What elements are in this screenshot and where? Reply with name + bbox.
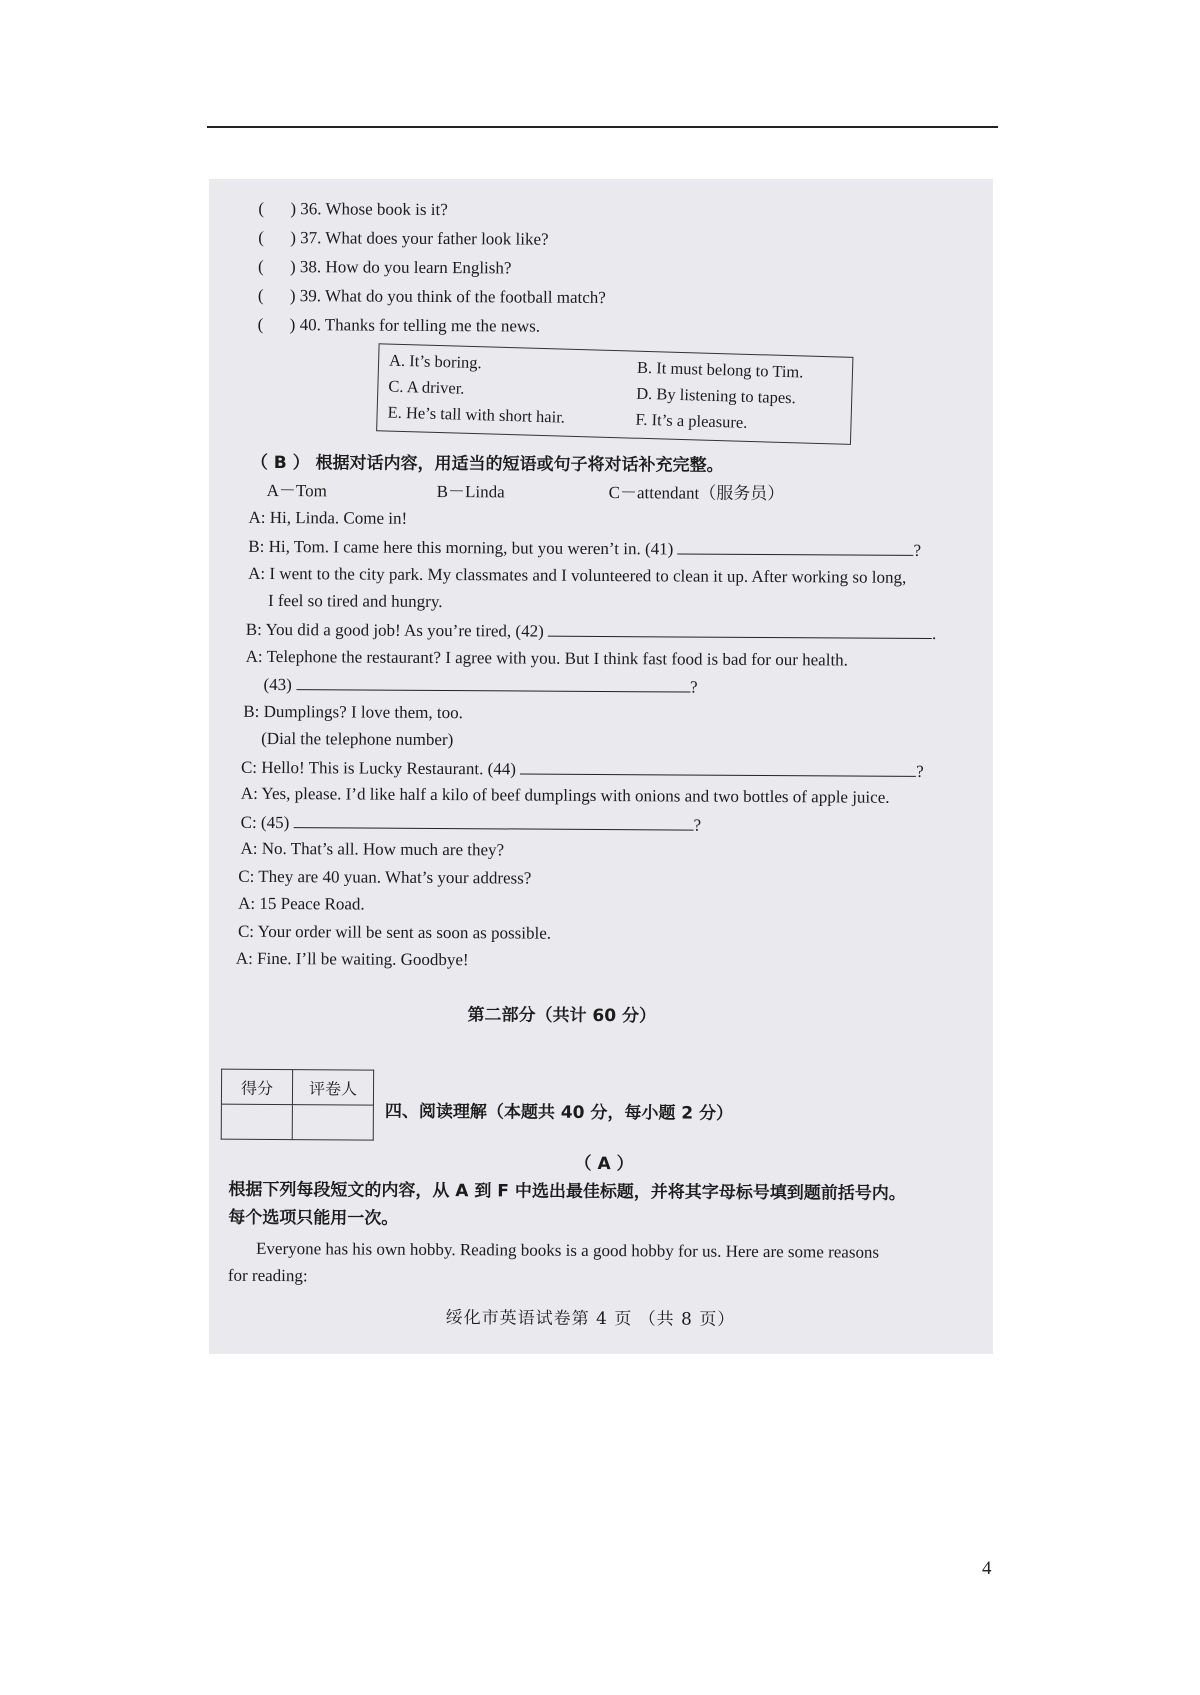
question-36 [258,199,448,220]
dialogue-line: A: Telephone the restaurant? I agree with you. But I think fast food is bad for our health. [245,646,849,670]
dialogue-line: A: 15 Peace Road. [238,893,365,914]
page-number: 4 [982,1558,992,1579]
blank-end-punct: . [931,624,937,644]
dialogue-line: B: Dumplings? I love them, too. [243,701,463,723]
role-c: C－attendant（服务员） [608,483,785,504]
option-a: A. It’s boring. [388,350,482,373]
question-37 [258,228,549,250]
question-text: ) 38. How do you learn English? [289,257,512,278]
question-text: ) 36. Whose book is it? [290,199,448,220]
dialogue-line: C: They are 40 yuan. What’s your address? [238,866,532,888]
dialogue-text: (43) [263,674,292,695]
section-b-instruction: （ B ） 根据对话内容，用适当的短语或句子将对话补充完整。 [250,452,724,476]
scan-content [209,179,993,1354]
score-cell[interactable] [221,1104,292,1139]
grader-cell[interactable] [292,1105,373,1140]
dialogue-line: (Dial the telephone number) [261,728,454,750]
blank-end-punct: ? [690,677,698,697]
blank-end-punct: ? [916,761,924,781]
question-text: ) 40. Thanks for telling me the news. [289,315,541,336]
dialogue-text: C: Hello! This is Lucky Restaurant. (44) [240,757,516,779]
option-b: B. It must belong to Tim. [636,357,804,382]
answer-blank-44[interactable] [520,759,916,777]
dialogue-line-45 [241,812,702,836]
part-two-title: 第二部分（共计 60 分） [467,1005,657,1027]
option-c: C. A driver. [388,376,465,398]
passage-line-1: Everyone has his own hobby. Reading books is a good hobby for us. Here are some reasons [255,1238,880,1262]
score-table [221,1069,374,1141]
question-40 [258,315,541,337]
dialogue-line: A: I went to the city park. My classmates and I volunteered to clean it up. After working so long, [248,563,907,587]
reading-instruction-2: 每个选项只能用一次。 [228,1207,399,1229]
question-text: ) 39. What do you think of the football match? [289,286,606,308]
answer-paren[interactable]: ( [257,256,264,276]
dialogue-line-42 [246,619,937,644]
dialogue-line: A: Hi, Linda. Come in! [248,507,408,528]
dialogue-line: C: Your order will be sent as soon as possible. [237,921,552,943]
answer-blank-45[interactable] [294,812,694,830]
top-rule [207,126,998,128]
option-d: D. By listening to tapes. [636,383,797,408]
dialogue-line-41 [248,536,921,561]
dialogue-text: C: (45) [240,812,290,833]
dialogue-text: B: You did a good job! As you’re tired, (42) [245,619,544,641]
role-b: B－Linda [436,481,505,502]
dialogue-line: I feel so tired and hungry. [267,590,443,612]
answer-blank-43[interactable] [296,674,690,692]
exam-page-footer: 绥化市英语试卷第 4 页 （共 8 页） [445,1308,736,1330]
option-f: F. It’s a pleasure. [635,409,748,432]
role-a: A－Tom [266,480,327,501]
reading-sub-a: （ A ） [574,1153,634,1175]
reading-instruction-1: 根据下列每段短文的内容，从 A 到 F 中选出最佳标题，并将其字母标号填到题前括号内。 [228,1179,906,1204]
options-box [376,343,853,445]
dialogue-line-43 [263,674,697,698]
dialogue-line-44 [241,757,924,782]
dialogue-line: A: Yes, please. I’d like half a kilo of beef dumplings with onions and two bottles of apple juice. [240,783,890,807]
reading-section-heading: 四、阅读理解（本题共 40 分，每小题 2 分） [384,1101,734,1124]
question-38 [258,257,512,279]
dialogue-text: B: Hi, Tom. I came here this morning, but you weren’t in. (41) [248,536,674,559]
blank-end-punct: ? [693,815,702,835]
answer-paren[interactable]: ( [258,227,264,247]
answer-paren[interactable]: ( [257,314,264,334]
passage-line-2: for reading: [227,1265,308,1286]
blank-end-punct: ? [913,540,922,560]
option-e: E. He’s tall with short hair. [387,402,566,427]
grader-label: 评卷人 [292,1070,373,1105]
answer-paren[interactable]: ( [258,198,265,218]
answer-paren[interactable]: ( [257,285,264,305]
answer-blank-42[interactable] [548,621,932,639]
answer-blank-41[interactable] [678,538,914,555]
score-label: 得分 [221,1069,292,1104]
dialogue-line: A: Fine. I’ll be waiting. Goodbye! [235,948,469,970]
dialogue-line: A: No. That’s all. How much are they? [240,838,505,860]
question-39 [258,286,606,308]
scanned-exam-page [209,179,993,1354]
question-text: ) 37. What does your father look like? [290,228,549,249]
